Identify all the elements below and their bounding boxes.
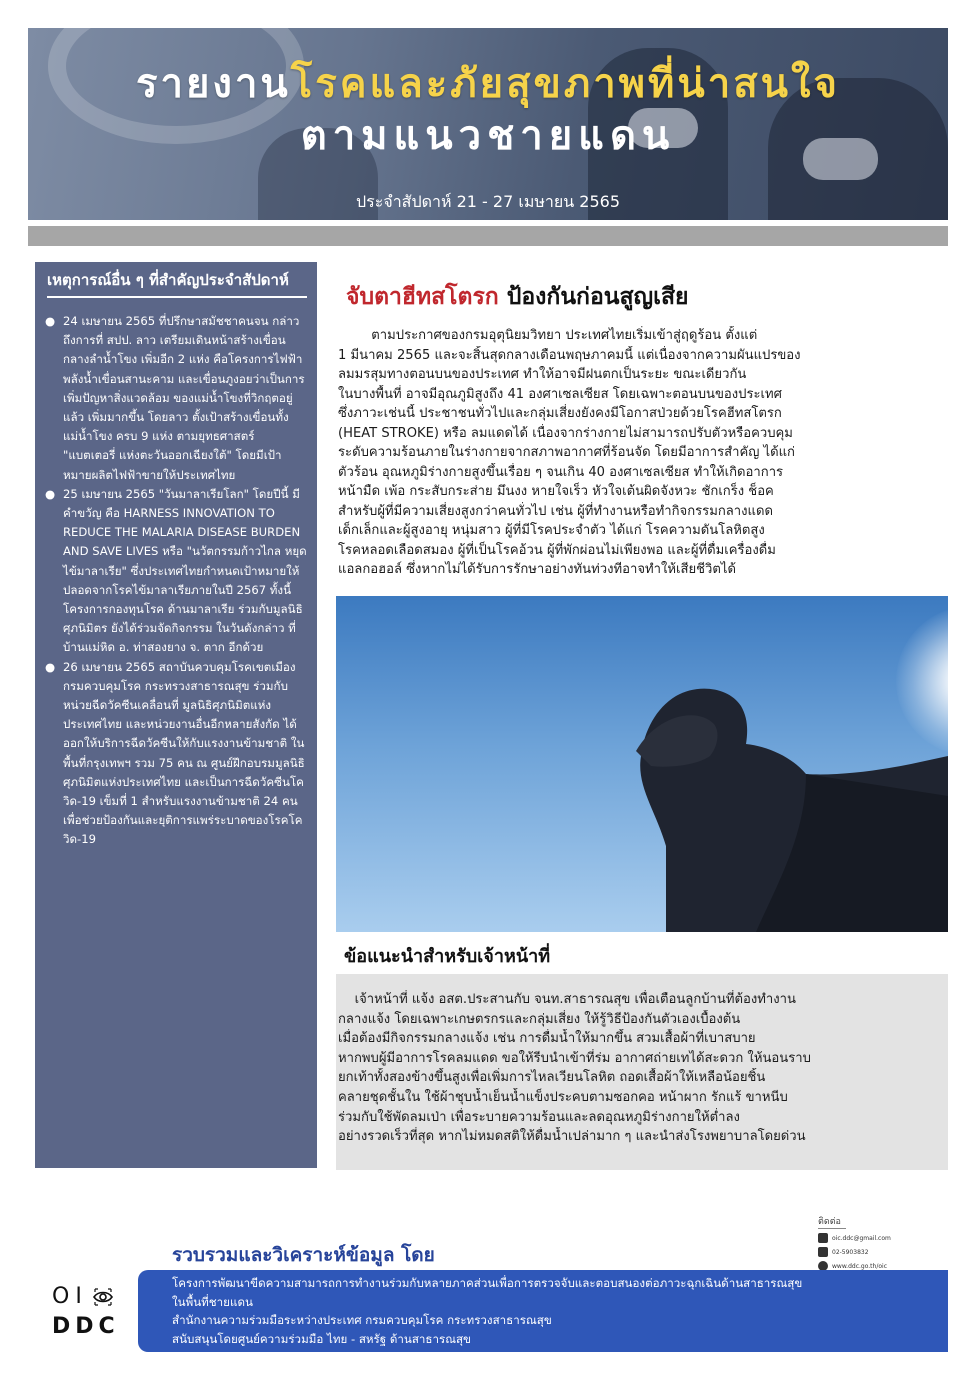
article-title [346,280,689,314]
contact-email[interactable]: oic.ddc@gmail.com [832,1234,891,1242]
footer-line: สำนักงานความร่วมมือระหว่างประเทศ กรมควบคุมโรค กระทรวงสาธารณสุข [172,1313,552,1327]
event-text: 26 เมษายน 2565 สถาบันควบคุมโรคเขตเมือง กรมควบคุมโรค กระทรวงสาธารณสุข ร่วมกับหน่วยฉีดวัคซีนเคลื่อนที่ มูลนิธิศุภนิมิตแห่งประเทศไทย และหน่วยงานอื่นอีกหลายสังกัด ได้ออกให้บริการฉีดวัคซีนให้กับแรงงานข้ามชาติ ในพื้นที่กรุงเทพฯ รวม 75 คน ณ ศูนย์ฝึกอบรมมูลนิธิศุภนิมิตแห่งประเทศไทย และเป็นการฉีดวัคซีนโควิด-19 เข็มที่ 1 สำหรับแรงงานข้ามชาติ 24 คน เพื่อช่วยป้องกันและยุติการแพร่ระบาดของโรคโควิด-19 [63,659,305,847]
article-line: ตามประกาศของกรมอุตุนิยมวิทยา ประเทศไทยเริ่มเข้าสู่ฤดูร้อน ตั้งแต่ [338,328,758,343]
heatstroke-photo [336,596,948,932]
recommendation-line: อย่างรวดเร็วที่สุด หากไม่หมดสติให้ดื่มน้ำเปล่ามาก ๆ และนำส่งโรงพยาบาลโดยด่วน [338,1129,806,1145]
bullet-icon: ● [45,314,56,328]
bullet-icon: ● [45,659,56,674]
contact-website[interactable]: www.ddc.go.th/oic [832,1262,887,1270]
report-title-part1: รายงาน [136,61,291,107]
article-line: สำหรับผู้ที่มีความเสี่ยงสูงกว่าคนทั่วไป เช่น ผู้ที่ทำงานหรือทำกิจกรรมกลางแดด [338,503,773,519]
article-line: 1 มีนาคม 2565 และจะสิ้นสุดกลางเดือนพฤษภาคมนี้ แต่เนื่องจากความผันแปรของ [338,347,801,363]
event-text: 25 เมษายน 2565 "วันมาลาเรียโลก" โดยปีนี้ มีคำขวัญ คือ HARNESS INNOVATION TO REDUCE THE MALARIA DISEASE BURDEN AND SAVE LIVES หรือ "นวัตกรรมก้าวไกล หยุดไข้มาลาเรีย" ซึ่งประเทศไทยกำหนดเป้าหมายให้ปลอดจากโรคไข้มาลาเรียภายในปี 2567 ทั้งนี้ โครงการกองทุนโรค ด้านมาลาเรีย ร่วมกับมูลนิธิศุภนิมิตร ยังได้ร่วมจัดกิจกรรม ในวันดังกล่าว ที่บ้านแม่หิด อ. ท่าสองยาง จ. ตาก อีกด้วย [63,486,307,655]
contact-email-row[interactable] [818,1231,938,1245]
article-line: ตัวร้อน อุณหภูมิร่างกายสูงขึ้นเรื่อย ๆ จนเกิน 40 องศาเซลเซียส ทำให้เกิดอาการ [338,464,784,480]
article-line: (HEAT STROKE) หรือ ลมแดดได้ เนื่องจากร่างกายไม่สามารถปรับตัวหรือควบคุม [338,425,793,441]
recommendation-line: เมื่อต้องมีกิจกรรมกลางแจ้ง เช่น การดื่มน้ำให้มากขึ้น สวมเสื้อผ้าที่เบาสบาย [338,1031,756,1047]
sidebar-heading: เหตุการณ์อื่น ๆ ที่สำคัญประจำสัปดาห์ [47,270,307,298]
recommendation-line: ร่วมกับใช้พัดลมเป่า เพื่อระบายความร้อนและลดอุณหภูมิร่างกายให้ต่ำลง [338,1109,740,1125]
compiled-by-heading: รวบรวมและวิเคราะห์ข้อมูล โดย [172,1244,435,1266]
events-list [35,312,317,850]
article-line: แอลกอฮอล์ ซึ่งหากไม่ได้รับการรักษาอย่างทันท่วงทีอาจทำให้เสียชีวิตได้ [338,562,736,577]
phone-icon [818,1247,828,1257]
header-banner [28,28,948,220]
article-body [338,326,948,580]
article-line: ระดับความร้อนภายในร่างกายจากสภาพอากาศที่ร้อนจัด โดยมีอาการสำคัญ ได้แก่ [338,445,795,460]
footer-line: ในพื้นที่ชายแดน [172,1294,253,1309]
logo-line2: DDC [52,1314,120,1339]
footer-credit-lines [172,1274,802,1348]
article-line: เด็กเล็กและผู้สูงอายุ หนุ่มสาว ผู้ที่มีโรคประจำตัว ได้แก่ โรคความดันโลหิตสูง [338,523,765,538]
event-item [45,312,309,485]
article-title-highlight: จับตาฮีทสโตรก [346,284,499,310]
report-title [28,60,948,108]
contact-phone-row [818,1245,938,1259]
article-line: ซึ่งภาวะเช่นนี้ ประชาชนทั่วไปและกลุ่มเสี่ยงยังคงมีโอกาสป่วยด้วยโรคฮีทสโตรก [338,406,782,421]
article-line: หน้ามืด เพ้อ กระสับกระส่าย มึนงง หายใจเร็ว หัวใจเต้นผิดจังหวะ ชักเกร็ง ช็อค [338,484,774,499]
article-line: โรคหลอดเลือดสมอง ผู้ที่เป็นโรคอ้วน ผู้ที่พักผ่อนไม่เพียงพอ และผู้ที่ดื่มเครื่องดื่ม [338,542,776,558]
person-silhouette [336,596,948,932]
recommendation-line: หากพบผู้มีอาการโรคลมแดด ขอให้รีบนำเข้าที่ร่ม อากาศถ่ายเทได้สะดวก ให้นอนราบ [338,1050,811,1066]
recommendation-line: กลางแจ้ง โดยเฉพาะเกษตรกรและกลุ่มเสี่ยง ให้รู้วิธีป้องกันตัวเองเบื้องต้น [338,1011,741,1027]
article-line: ลมมรสุมทางตอนบนของประเทศ ทำให้อาจมีฝนตกเป็นระยะ ขณะเดียวกัน [338,367,747,382]
recommendation-line: เจ้าหน้าที่ แจ้ง อสต.ประสานกับ จนท.สาธารณสุข เพื่อเตือนลูกบ้านที่ต้องทำงาน [338,992,796,1007]
event-item [45,658,309,850]
event-text: 24 เมษายน 2565 ที่ปรึกษาสมัชชาคนจน กล่าวถึงการที่ สปป. ลาว เตรียมเดินหน้าสร้างเขื่อนกลางลำน้ำโขง เพิ่มอีก 2 แห่ง คือโครงการไฟฟ้าพลังน้ำเขื่อนสานะคาม และเขื่อนภูงอยว่าเป็นการเพิ่มปัญหาสิ่งแวดล้อม ของแม่น้ำโขงที่วิกฤตอยู่แล้ว เพิ่มมากขึ้น โดยลาว ตั้งเป้าสร้างเขื่อนทั้งแม่น้ำโขง ครบ 9 แห่ง ตามยุทธศาสตร์ "แบตเตอรี่ แห่งตะวันออกเฉียงใต้" โดยมีเป้าหมายผลิตไฟฟ้าขายให้ประเทศไทย [63,314,305,482]
contact-heading: ติดต่อ [818,1216,846,1229]
recommendation-line: คลายชุดชั้นใน ใช้ผ้าชุบน้ำเย็นน้ำแข็งประคบตามซอกคอ หน้าผาก รักแร้ ขาหนีบ [338,1089,788,1105]
footer-line: โครงการพัฒนาขีดความสามารถการทำงานร่วมกับหลายภาคส่วนเพื่อการตรวจจับและตอบสนองต่อภาวะฉุกเฉินด้านสาธารณสุข [172,1276,803,1290]
recommendation-title: ข้อแนะนำสำหรับเจ้าหน้าที่ [344,946,551,967]
oic-ddc-logo [52,1282,132,1342]
article-line: ในบางพื้นที่ อาจมีอุณภูมิสูงถึง 41 องศาเซลเซียส โดยเฉพาะตอนบนของประเทศ [338,386,782,402]
footer-line: สนับสนุนโดยศูนย์ความร่วมมือ ไทย - สหรัฐ ด้านสาธารณสุข [172,1331,471,1346]
recommendation-line: ยกเท้าทั้งสองข้างขึ้นสูงเพื่อเพิ่มการไหลเวียนโลหิต ถอดเสื้อผ้าให้เหลือน้อยชิ้น [338,1070,766,1086]
contact-phone: 02-5903832 [832,1248,869,1256]
event-item [45,485,309,658]
email-icon [818,1233,828,1243]
report-subtitle: ตามแนวชายแดน [300,113,676,159]
article-title-rest: ป้องกันก่อนสูญเสีย [506,284,689,310]
contact-block [818,1216,938,1273]
eye-icon [92,1286,114,1308]
report-date: ประจำสัปดาห์ 21 - 27 เมษายน 2565 [355,192,621,211]
bullet-icon: ● [45,486,56,501]
report-title-part2: โรคและภัยสุขภาพที่น่าสนใจ [290,61,840,107]
header-divider-bar [28,226,948,246]
logo-line1: OI [52,1284,88,1309]
weekly-events-sidebar [35,262,317,1168]
recommendation-body [338,990,948,1147]
